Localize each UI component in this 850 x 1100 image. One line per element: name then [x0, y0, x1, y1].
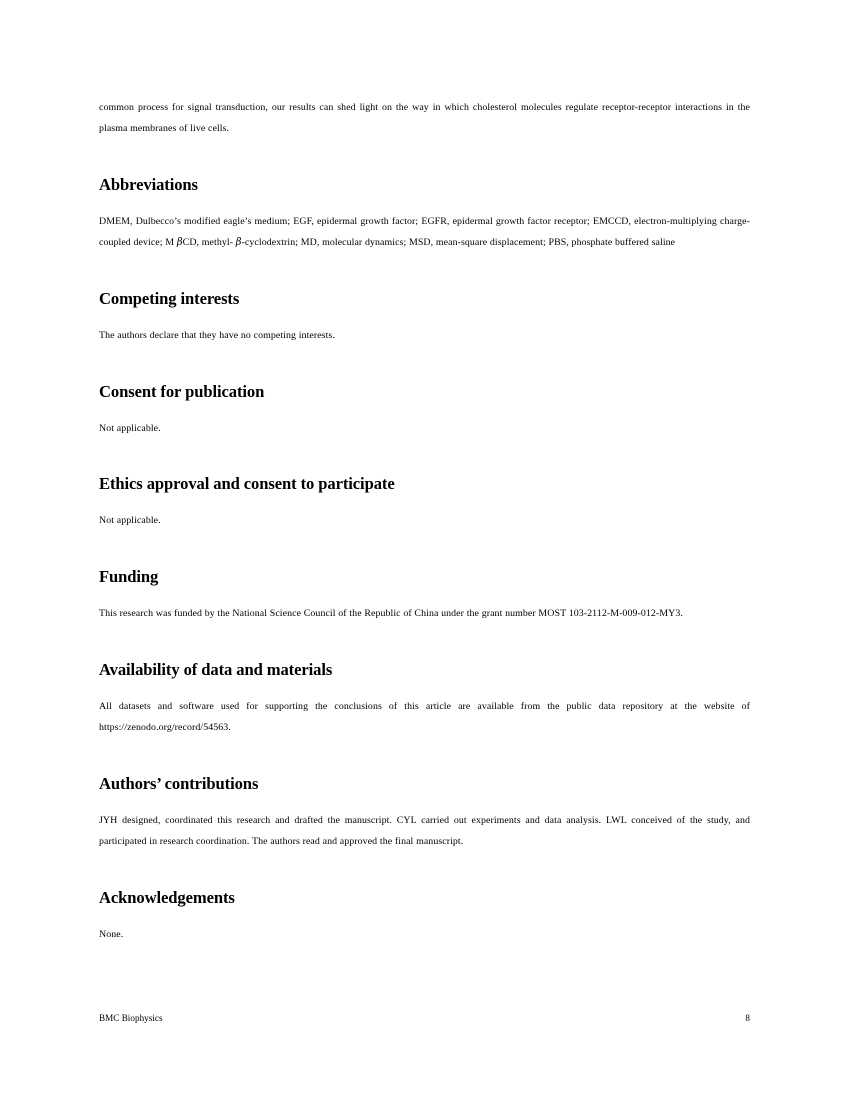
heading-abbreviations: Abbreviations: [99, 174, 198, 194]
beta-symbol-cyclodextrin: β: [235, 236, 242, 248]
spacer: [99, 254, 750, 289]
heading-funding: Funding: [99, 567, 159, 587]
spacer: [99, 853, 750, 888]
abbreviations-text-part1: DMEM, Dulbecco’s modified eagle’s medium; EGF, epidermal growth factor; EGFR, epidermal growth factor receptor; EMCCD, electron-multiplying charge-coupled device; M: [99, 215, 750, 248]
spacer: [99, 680, 750, 697]
spacer: [99, 532, 750, 567]
spacer: [99, 347, 750, 382]
footer-journal-name: BMC Biophysics: [99, 1013, 163, 1023]
heading-competing-interests: Competing interests: [99, 288, 240, 308]
beta-symbol-mbcd: β: [176, 236, 183, 248]
paragraph-ethics-approval: Not applicable.: [99, 515, 161, 527]
spacer: [99, 794, 750, 811]
spacer: [99, 494, 750, 511]
paragraph-abbreviations: [99, 212, 750, 254]
spacer: [99, 439, 750, 474]
heading-acknowledgements: Acknowledgements: [99, 887, 235, 907]
spacer: [99, 625, 750, 660]
spacer: [99, 739, 750, 774]
heading-consent-for-publication: Consent for publication: [99, 381, 265, 401]
spacer: [99, 908, 750, 925]
abbreviations-text-part3: -cyclodextrin; MD, molecular dynamics; MSD, mean-square displacement; PBS, phosphate buffered saline: [241, 236, 676, 248]
heading-availability: Availability of data and materials: [99, 660, 333, 680]
paragraph-competing-interests: The authors declare that they have no competing interests.: [99, 329, 335, 341]
spacer: [99, 402, 750, 419]
paragraph-authors-contributions: JYH designed, coordinated this research and drafted the manuscript. CYL carried out experiments and data analysis. LWL conceived of the study, and participated in research coordination. The authors read and approved the final manuscript.: [99, 815, 750, 847]
paragraph-consent-for-publication: Not applicable.: [99, 422, 161, 434]
paragraph-funding: This research was funded by the National Science Council of the Republic of China under the grant number MOST 103-2112-M-009-012-MY3.: [99, 608, 683, 620]
heading-ethics-approval: Ethics approval and consent to participate: [99, 474, 395, 494]
paragraph-availability: All datasets and software used for supporting the conclusions of this article are available from the public data repository at the website of https://zenodo.org/record/54563.: [99, 701, 750, 734]
spacer: [99, 309, 750, 326]
spacer: [99, 195, 750, 212]
page-footer: [99, 1012, 750, 1024]
footer-page-number: 8: [745, 1013, 750, 1023]
paragraph-acknowledgements: None.: [99, 928, 124, 940]
continued-paragraph: common process for signal transduction, our results can shed light on the way in which cholesterol molecules regulate receptor-receptor interactions in the plasma membranes of live cells.: [99, 102, 750, 134]
page-content: [99, 98, 750, 946]
spacer: [99, 140, 750, 175]
spacer: [99, 587, 750, 604]
heading-authors-contributions: Authors’ contributions: [99, 774, 259, 794]
abbreviations-text-part2: CD, methyl-: [182, 236, 236, 248]
